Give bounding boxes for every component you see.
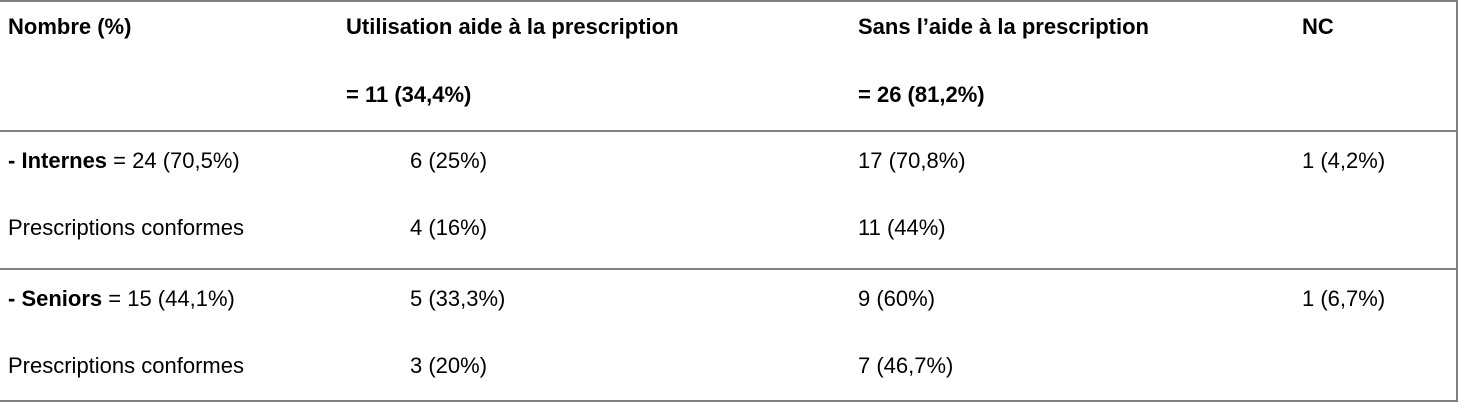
internes-without-aid: 17 (70,8%) — [858, 148, 966, 173]
internes-nc: 1 (4,2%) — [1302, 148, 1386, 173]
seniors-nc: 1 (6,7%) — [1302, 286, 1386, 311]
header-without-aid: Sans l’aide à la prescription — [858, 14, 1149, 39]
group-total: = 15 (44,1%) — [102, 286, 235, 311]
header-nc: NC — [1302, 14, 1334, 39]
internes-conformes-without-aid: 11 (44%) — [858, 215, 946, 240]
header-nombre: Nombre (%) — [8, 14, 132, 39]
seniors-conformes-label: Prescriptions conformes — [8, 353, 244, 378]
internes-with-aid: 6 (25%) — [410, 148, 488, 173]
seniors-conformes-with-aid: 3 (20%) — [410, 353, 488, 378]
seniors-conformes-without-aid: 7 (46,7%) — [858, 353, 954, 378]
group-label-internes: - Internes = 24 (70,5%) — [8, 148, 240, 173]
internes-conformes-with-aid: 4 (16%) — [410, 215, 488, 240]
seniors-with-aid: 5 (33,3%) — [410, 286, 506, 311]
group-label-seniors: - Seniors = 15 (44,1%) — [8, 286, 235, 311]
row-divider — [0, 130, 1458, 132]
internes-conformes-label: Prescriptions conformes — [8, 215, 244, 240]
group-name: Seniors — [21, 286, 103, 311]
group-total: = 24 (70,5%) — [107, 148, 240, 173]
header-without-aid-total: = 26 (81,2%) — [858, 82, 985, 107]
header-with-aid-total: = 11 (34,4%) — [346, 82, 472, 107]
group-name: Internes — [21, 148, 108, 173]
row-divider — [0, 268, 1458, 270]
header-with-aid: Utilisation aide à la prescription — [346, 14, 679, 39]
seniors-without-aid: 9 (60%) — [858, 286, 936, 311]
